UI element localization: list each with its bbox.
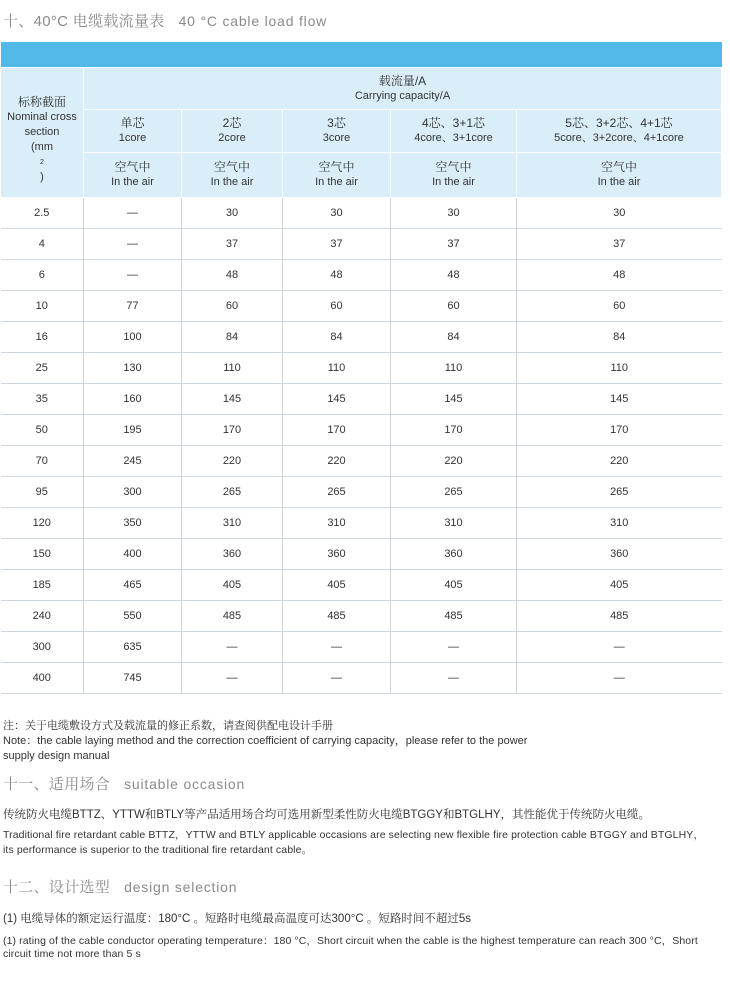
design-section-heading: [3, 876, 237, 897]
occasion-section-heading: [3, 773, 245, 794]
header-air-5: 空气中 In the air: [517, 153, 722, 198]
cell-capacity: 60: [391, 291, 517, 322]
cell-capacity: 145: [283, 384, 391, 415]
cell-capacity: 145: [391, 384, 517, 415]
heading-en: 40 °C cable load flow: [178, 13, 328, 29]
cell-capacity: 145: [517, 384, 722, 415]
cell-capacity: 60: [182, 291, 283, 322]
cell-section: 25: [1, 353, 84, 384]
cell-capacity: 220: [391, 446, 517, 477]
cell-capacity: 310: [391, 508, 517, 539]
cell-capacity: 130: [84, 353, 182, 384]
cell-capacity: 60: [283, 291, 391, 322]
cell-capacity: 160: [84, 384, 182, 415]
cell-section: 16: [1, 322, 84, 353]
cell-capacity: 170: [391, 415, 517, 446]
cell-capacity: 37: [391, 229, 517, 260]
header-air-3: 空气中 In the air: [283, 153, 391, 198]
cell-capacity: 30: [182, 198, 283, 229]
table-row: [1, 446, 722, 477]
note-en-line2: supply design manual: [3, 750, 110, 762]
table-row: [1, 384, 722, 415]
table-row: [1, 539, 722, 570]
cell-section: 35: [1, 384, 84, 415]
cell-section: 300: [1, 632, 84, 663]
design-text-en-line2: circuit time not more than 5 s: [3, 948, 141, 960]
cell-capacity: 110: [391, 353, 517, 384]
cell-capacity: 405: [391, 570, 517, 601]
cell-capacity: 37: [517, 229, 722, 260]
header-air-1: 空气中 In the air: [84, 153, 182, 198]
occasion-text-zh: 传统防火电缆BTTZ、YTTW和BTLY等产品适用场合均可选用新型柔性防火电缆BTGGY和BTGLHY，其性能优于传统防火电缆。: [3, 809, 650, 821]
cell-capacity: 265: [182, 477, 283, 508]
cell-capacity: —: [283, 663, 391, 694]
header-carrying-capacity: 载流量/A Carrying capacity/A: [84, 68, 722, 110]
cell-capacity: 84: [517, 322, 722, 353]
occasion-text-en-line2: its performance is superior to the traditional fire retardant cable。: [3, 844, 313, 856]
cell-capacity: 360: [283, 539, 391, 570]
cell-capacity: 30: [517, 198, 722, 229]
header-air-2: 空气中 In the air: [182, 153, 283, 198]
cell-capacity: 405: [517, 570, 722, 601]
cell-capacity: 310: [283, 508, 391, 539]
cell-capacity: 485: [517, 601, 722, 632]
cell-capacity: —: [517, 632, 722, 663]
header-core-4: 4芯、3+1芯 4core、3+1core: [391, 110, 517, 153]
table-row: [1, 601, 722, 632]
heading-zh: 十、40°C 电缆载流量表: [3, 13, 165, 30]
cell-section: 70: [1, 446, 84, 477]
header-core-5: 5芯、3+2芯、4+1芯 5core、3+2core、4+1core: [517, 110, 722, 153]
cell-section: 4: [1, 229, 84, 260]
cell-capacity: 745: [84, 663, 182, 694]
table-row: [1, 322, 722, 353]
cell-capacity: 405: [182, 570, 283, 601]
cell-capacity: 84: [391, 322, 517, 353]
cell-capacity: 60: [517, 291, 722, 322]
cell-capacity: 300: [84, 477, 182, 508]
cell-section: 150: [1, 539, 84, 570]
cell-capacity: 48: [283, 260, 391, 291]
table-row: [1, 229, 722, 260]
cell-capacity: 360: [517, 539, 722, 570]
cell-capacity: 265: [517, 477, 722, 508]
cell-capacity: 145: [182, 384, 283, 415]
cell-section: 2.5: [1, 198, 84, 229]
cell-capacity: —: [283, 632, 391, 663]
cell-section: 10: [1, 291, 84, 322]
cell-capacity: 110: [283, 353, 391, 384]
header-core-2: 2芯 2core: [182, 110, 283, 153]
heading-en: suitable occasion: [124, 776, 246, 792]
cell-capacity: 485: [283, 601, 391, 632]
design-text-en-line1: (1) rating of the cable conductor operating temperature：180 °C，Short circuit when the cable is the highest temperature can reach 300 °C，Short: [3, 935, 698, 947]
cell-section: 6: [1, 260, 84, 291]
table-row: [1, 477, 722, 508]
occasion-text-en-line1: Traditional fire retardant cable BTTZ，YTTW and BTLY applicable occasions are selecting new flexible fire protection cable BTGGY and BTGLHY，: [3, 829, 704, 841]
cell-section: 120: [1, 508, 84, 539]
cell-capacity: 220: [182, 446, 283, 477]
cell-capacity: 220: [283, 446, 391, 477]
cell-capacity: —: [182, 632, 283, 663]
heading-zh: 十一、适用场合: [3, 776, 111, 793]
table-body: [1, 198, 722, 694]
cell-capacity: —: [391, 663, 517, 694]
cell-capacity: 110: [517, 353, 722, 384]
load-flow-table: [0, 42, 722, 694]
cell-section: 50: [1, 415, 84, 446]
table-row: [1, 260, 722, 291]
cell-section: 185: [1, 570, 84, 601]
cell-capacity: —: [517, 663, 722, 694]
cell-capacity: 360: [182, 539, 283, 570]
cell-capacity: 170: [283, 415, 391, 446]
table-row: [1, 291, 722, 322]
cell-capacity: 100: [84, 322, 182, 353]
cell-capacity: 37: [283, 229, 391, 260]
cell-capacity: 635: [84, 632, 182, 663]
cell-capacity: 405: [283, 570, 391, 601]
header-nominal-section: 标称截面 Nominal cross section (mm 2 ): [1, 68, 84, 198]
cell-capacity: 195: [84, 415, 182, 446]
cell-capacity: 37: [182, 229, 283, 260]
table-row: [1, 415, 722, 446]
cell-capacity: 265: [391, 477, 517, 508]
cell-capacity: 84: [182, 322, 283, 353]
cell-capacity: 485: [391, 601, 517, 632]
cell-section: 240: [1, 601, 84, 632]
cell-capacity: 30: [283, 198, 391, 229]
cell-capacity: 220: [517, 446, 722, 477]
cell-capacity: 48: [182, 260, 283, 291]
table-row: [1, 632, 722, 663]
note-en-line1: Note：the cable laying method and the correction coefficient of carrying capacity，please refer to the power: [3, 735, 528, 747]
header-core-1: 单芯 1core: [84, 110, 182, 153]
cell-capacity: —: [84, 260, 182, 291]
table-row: [1, 198, 722, 229]
cell-capacity: 77: [84, 291, 182, 322]
cell-capacity: 485: [182, 601, 283, 632]
cell-capacity: —: [391, 632, 517, 663]
cell-capacity: —: [84, 229, 182, 260]
cell-capacity: 465: [84, 570, 182, 601]
cell-capacity: 265: [283, 477, 391, 508]
design-text-zh: (1) 电缆导体的额定运行温度：180°C 。短路时电缆最高温度可达300°C 。短路时间不超过5s: [3, 913, 471, 925]
cell-capacity: 30: [391, 198, 517, 229]
heading-en: design selection: [124, 879, 238, 895]
header-air-4: 空气中 In the air: [391, 153, 517, 198]
cell-capacity: 170: [182, 415, 283, 446]
cell-capacity: 84: [283, 322, 391, 353]
cell-section: 95: [1, 477, 84, 508]
cell-capacity: —: [182, 663, 283, 694]
table-top-band: [1, 42, 722, 68]
table-row: [1, 353, 722, 384]
cell-capacity: 170: [517, 415, 722, 446]
cell-capacity: —: [84, 198, 182, 229]
table-section-heading: [3, 10, 327, 31]
cell-capacity: 48: [391, 260, 517, 291]
table-row: [1, 570, 722, 601]
cell-capacity: 360: [391, 539, 517, 570]
cell-capacity: 48: [517, 260, 722, 291]
cell-capacity: 110: [182, 353, 283, 384]
cell-capacity: 245: [84, 446, 182, 477]
cell-capacity: 550: [84, 601, 182, 632]
cell-capacity: 310: [517, 508, 722, 539]
header-core-3: 3芯 3core: [283, 110, 391, 153]
table-row: [1, 508, 722, 539]
heading-zh: 十二、设计选型: [3, 879, 111, 896]
cell-capacity: 310: [182, 508, 283, 539]
note-zh: 注：关于电缆敷设方式及载流量的修正系数，请查阅供配电设计手册: [3, 720, 333, 732]
table-row: [1, 663, 722, 694]
cell-capacity: 350: [84, 508, 182, 539]
cell-capacity: 400: [84, 539, 182, 570]
cell-section: 400: [1, 663, 84, 694]
